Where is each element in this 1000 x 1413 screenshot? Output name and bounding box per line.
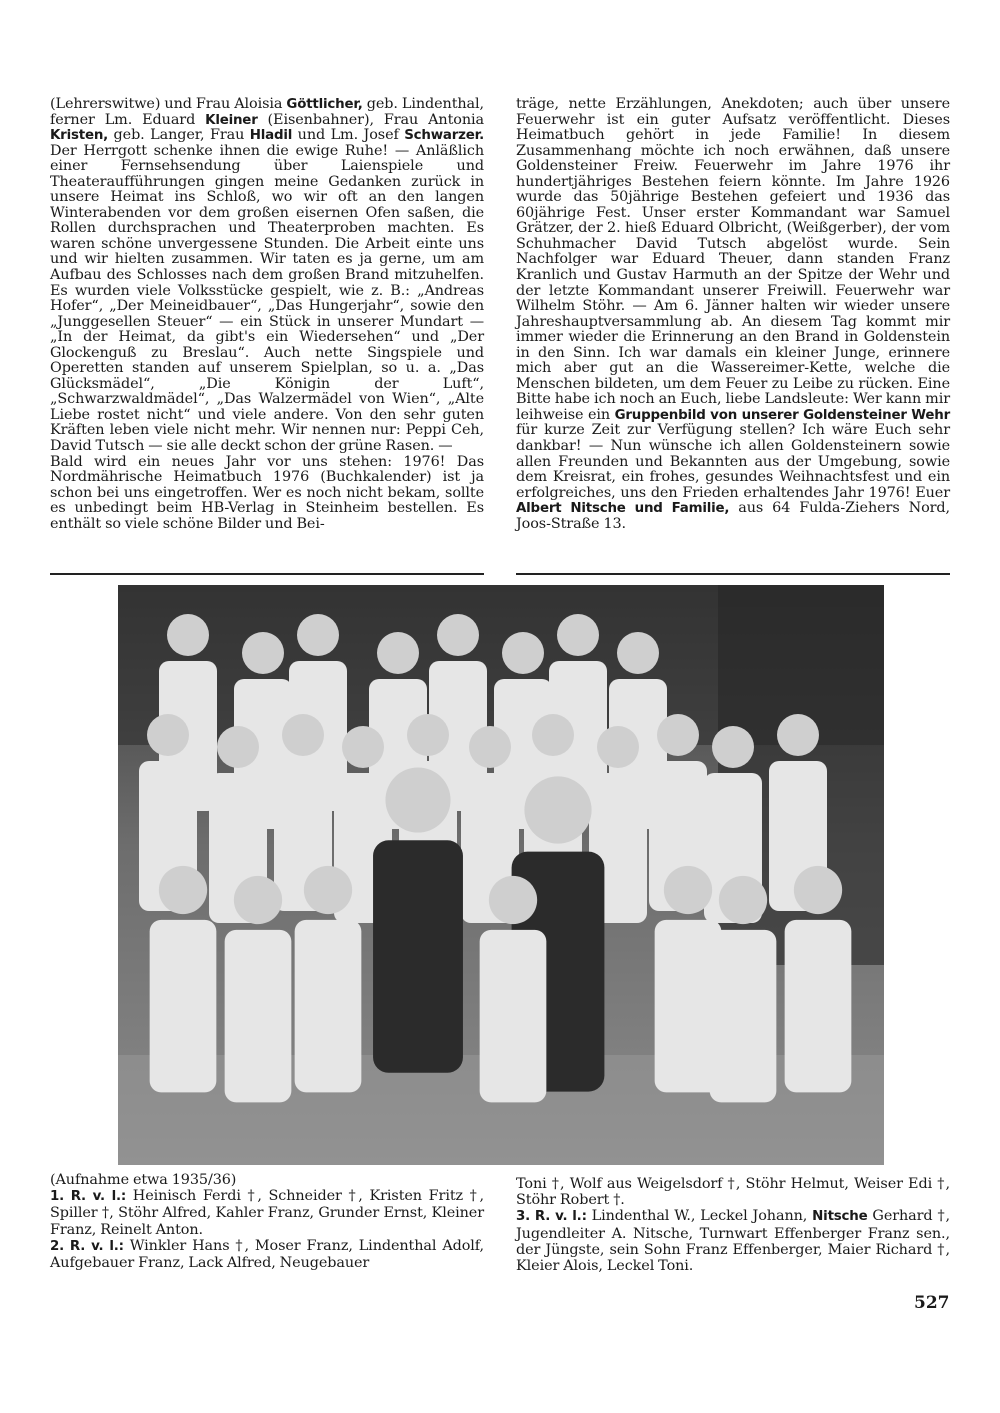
caption-row-1 xyxy=(50,1188,484,1238)
caption-row-3 xyxy=(516,1208,950,1274)
photo-caption-right xyxy=(516,1176,950,1274)
caption-row-3-text-a: Lindenthal W., Leckel Johann, xyxy=(586,1208,813,1225)
right-paragraph-1-text-0: träge, nette Erzählungen, Anekdoten; auch über unsere Feuerwehr ist ein guter Aufsatz veröffentlicht. Dieses Heimatbuch gehört in jede Familie! In diesem Zusammenhang möchte ich noch erwähnen, daß unsere Goldensteiner Freiw. Feuerwehr im Jahre 1976 ihr hundertjähriges Bestehen feiern könnte. Im Jahre 1926 wurde das 50jährige Bestehen gefeiert und 1936 das 60jährige Fest. Unser erster Kommandant war Samuel Grätzer, der 2. hieß Eduard Olbricht, (Weißgerber), der vom Schuhmacher David Tutsch abgelöst wurde. Sein Nachfolger war Eduard Theuer, dann standen Franz Kranlich und Gustav Harmuth an der Spitze der Wehr und der letzte Kommandant unserer Freiwill. Feuerwehr war Wilhelm Stöhr. — Am 6. Jänner halten wir wieder unsere Jahreshauptversammlung ab. An diesem Tag kommt mir immer wieder die Erinnerung an den Brand in Goldenstein in den Sinn. Ich war damals ein kleiner Junge, erinnere mich aber gut an die Wassereimer-Kette, welche die Menschen bildeten, um dem Feuer zu Leibe zu rücken. Eine Bitte habe ich noch an Euch, liebe Landsleute: Wer kann mir leihweise ein xyxy=(516,96,950,423)
left-paragraph-1-text-10: Der Herrgott schenke ihnen die ewige Ruhe! — Anläßlich einer Fernsehsendung über Laienspiele und Theateraufführungen gingen meine Gedanken zurück in unsere Heimat ins Schloß, wo wir oft an den langen Winterabenden vor dem großen eisernen Ofen saßen, die Rollen durchsprachen und Theaterproben machten. Es waren schöne unvergessene Stunden. Die Arbeit einte uns und wir hielten zusammen. Wir taten es ja gerne, um am Aufbau des Schlosses nach dem großen Brand mitzuhelfen. Es wurden viele Volksstücke gespielt, wie z. B.: „Andreas Hofer“, „Der Meineidbauer“, „Das Hungerjahr“, sowie den „Junggesellen Steuer“ — ein Stück in unserer Mundart — „In der Heimat, da gibt's ein Wiedersehen“ und „Der Glockenguß zu Breslau“. Auch nette Singspiele und Operetten standen auf unserem Spielplan, so u. a. „Das Glücksmädel“, „Die Königin der Luft“, „Schwarzwaldmädel“, „Das Walzermädel von Wien“, „Alte Liebe rostet nicht“ und viele andere. Von den sehr guten Kräften leben viele nicht mehr. Wir nennen nur: Peppi Ceh, David Tutsch — sie alle deckt schon der grüne Rasen. — xyxy=(50,142,484,455)
left-paragraph-1-text-8: und Lm. Josef xyxy=(292,127,405,144)
right-paragraph-1-text-2: für kurze Zeit zur Verfügung stellen? Ich wäre Euch sehr dankbar! — Nun wünsche ich allen Goldensteinern sowie allen Freunden und Bekannten aus der Umgebung, sowie dem Kreisrat, ein frohes, gesundes Weihnachtsfest und ein erfolgreiches, uns den Frieden erhaltendes Jahr 1976! Euer xyxy=(516,422,950,501)
caption-row-3-text-b: Gerhard †, Jugendleiter A. Nitsche, Turnwart Effenberger Franz sen., der Jüngste, sein Sohn Franz Effenberger, Maier Richard †, Kleier Alois, Leckel Toni. xyxy=(516,1208,950,1275)
caption-row-3-bold-name: Nitsche xyxy=(812,1209,868,1225)
photo-caption-left xyxy=(50,1172,484,1271)
right-paragraph-1-bold-3: Albert Nitsche und Familie, xyxy=(516,501,730,517)
left-paragraph-1-text-0: (Lehrerswitwe) und Frau Aloisia xyxy=(50,96,287,112)
caption-row-2 xyxy=(50,1238,484,1271)
caption-row-2-text: Winkler Hans †, Moser Franz, Lindenthal Adolf, Aufgebauer Franz, Lack Alfred, Neugebauer xyxy=(50,1237,484,1272)
left-paragraph-1-bold-9: Schwarzer. xyxy=(404,128,484,144)
caption-row-2-continued: Toni †, Wolf aus Weigelsdorf †, Stöhr Helmut, Weiser Edi †, Stöhr Robert †. xyxy=(516,1176,950,1209)
left-paragraph-1-text-4: (Eisenbahner), Frau Antonia xyxy=(257,111,484,128)
caption-row-1-text: Heinisch Ferdi †, Schneider †, Kristen Fritz †, Spiller †, Stöhr Alfred, Kahler Franz, Grunder Ernst, Kleiner Franz, Reinelt Anton. xyxy=(50,1188,484,1238)
page-number: 527 xyxy=(914,1293,950,1313)
group-photo xyxy=(118,585,884,1165)
divider-rule-left xyxy=(50,573,484,575)
left-paragraph-1-bold-5: Kristen, xyxy=(50,128,109,144)
right-text-column xyxy=(516,97,950,532)
caption-row-1-label: 1. R. v. l.: xyxy=(50,1189,127,1205)
caption-row-2-label: 2. R. v. l.: xyxy=(50,1238,124,1254)
right-paragraph-1 xyxy=(516,97,950,532)
left-text-column xyxy=(50,97,484,532)
left-paragraph-1 xyxy=(50,97,484,455)
left-paragraph-1-bold-1: Göttlicher, xyxy=(286,97,363,112)
left-paragraph-1-bold-7: Hladil xyxy=(249,128,293,144)
left-paragraph-1-bold-3: Kleiner xyxy=(205,112,258,128)
right-paragraph-1-bold-1: Gruppenbild von unserer Goldensteiner Wehr xyxy=(614,407,950,423)
right-paragraph-1-text-4: aus 64 Fulda-Ziehers Nord, Joos-Straße 13. xyxy=(516,500,950,532)
caption-date: (Aufnahme etwa 1935/36) xyxy=(50,1172,237,1188)
left-paragraph-1-text-6: geb. Langer, Frau xyxy=(108,127,250,144)
left-paragraph-2: Bald wird ein neues Jahr vor uns stehen: 1976! Das Nordmährische Heimatbuch 1976 (Buchkalender) ist ja schon bei uns eingetroffen. Wer es noch nicht bekam, sollte es unbedingt beim HB-Verlag in Steinheim bestellen. Es enthält so viele schöne Bilder und Bei- xyxy=(50,453,484,532)
divider-rule-right xyxy=(516,573,950,575)
left-paragraph-1-text-2: geb. Lindenthal, ferner Lm. Eduard xyxy=(50,96,484,128)
caption-row-3-label: 3. R. v. l.: xyxy=(516,1209,587,1225)
group-photo-graphic xyxy=(118,585,884,1165)
